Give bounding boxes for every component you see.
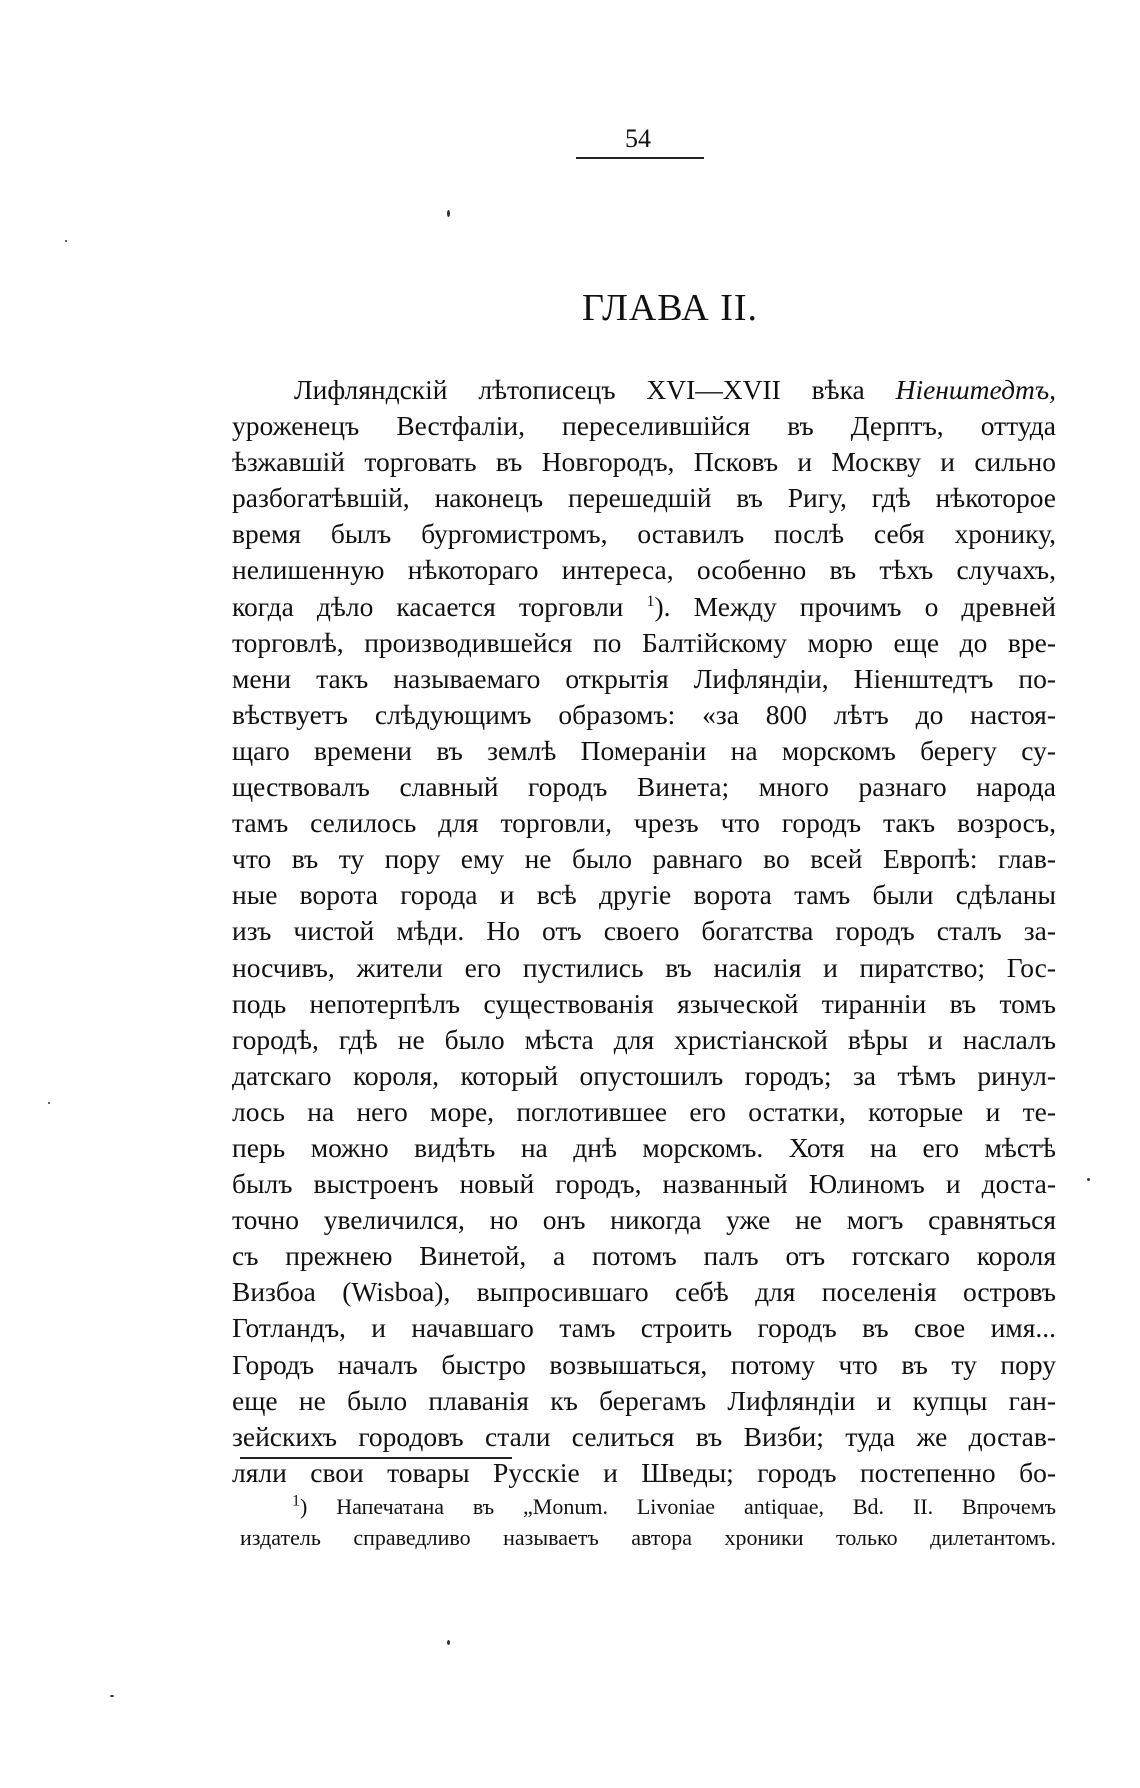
text-line: когда дѣло касается торговли $^1$). Между прочимъ о древней [232, 590, 1056, 622]
footnote-rule [240, 1457, 512, 1459]
text-line: носчивъ, жители его пустились въ насилія и пиратство; Гос- [232, 951, 1056, 983]
text-line: зейскихъ городовъ стали селиться въ Визби; туда же достав- [232, 1420, 1056, 1452]
text-line: ществовалъ славный городъ Винета; много разнаго народа [232, 771, 1056, 803]
text-line: ѣзжавшій торговать въ Новгородъ, Псковъ и Москву и сильно [232, 446, 1056, 478]
footnote-line: издатель справедливо называетъ автора хроники только дилетантомъ. [240, 1525, 1056, 1550]
text-line: разбогатѣвшій, наконецъ перешедшій въ Ригу, гдѣ нѣкоторое [232, 482, 1056, 514]
scan-speck [48, 1102, 50, 1104]
text-line: былъ выстроенъ новый городъ, названный Юлиномъ и доста- [232, 1168, 1056, 1200]
text-line: перь можно видѣть на днѣ морскомъ. Хотя на его мѣстѣ [232, 1131, 1056, 1163]
text-line: подь непотерпѣлъ существованія языческой тиранніи въ томъ [232, 987, 1056, 1019]
text-line: вѣствуетъ слѣдующимъ образомъ: «за 800 лѣтъ до настоя- [232, 698, 1056, 730]
text-line: тамъ селилось для торговли, чрезъ что городъ такъ возросъ, [232, 807, 1056, 839]
text-line: изъ чистой мѣди. Но отъ своего богатства городъ сталъ за- [232, 915, 1056, 947]
text-line: съ прежнею Винетой, а потомъ палъ отъ готскаго короля [232, 1240, 1056, 1272]
text-line: датскаго короля, который опустошилъ городъ; за тѣмъ ринул- [232, 1059, 1056, 1091]
text-line: городѣ, гдѣ не было мѣста для христіанской вѣры и наслалъ [232, 1023, 1056, 1055]
page-number-rule [576, 157, 704, 159]
text-line: точно увеличился, но онъ никогда уже не могъ сравняться [232, 1204, 1056, 1236]
chapter-title: ГЛАВА II. [581, 287, 759, 329]
page-number: 54 [625, 124, 651, 153]
scan-speck [110, 1695, 114, 1697]
scan-speck [447, 210, 450, 217]
text-line: еще не было плаванія къ берегамъ Лифляндіи и купцы ган- [232, 1384, 1056, 1416]
scan-speck [447, 1640, 450, 1645]
text-line: мени такъ называемаго открытія Лифляндіи, Ніенштедтъ по- [232, 662, 1056, 694]
footnote-marker: 1 [292, 1492, 300, 1510]
text-line: уроженецъ Вестфаліи, переселившійся въ Дерптъ, оттуда [232, 410, 1056, 442]
footnote-reference[interactable]: 1 [646, 592, 655, 610]
footnotes [240, 1491, 1056, 1553]
text-line: Городъ началъ быстро возвышаться, потому что въ ту пору [232, 1348, 1056, 1380]
text-line: что въ ту пору ему не было равнаго во всей Европѣ: глав- [232, 843, 1056, 875]
text-line: ляли свои товары Русскіе и Шведы; городъ постепенно бо- [232, 1456, 1056, 1488]
text-line: нелишенную нѣкотораго интереса, особенно въ тѣхъ случахъ, [232, 554, 1056, 586]
footnote-line: $^1$) Напечатана въ „Monum. Livoniae antiquae, Bd. II. Впрочемъ [292, 1492, 1056, 1519]
text-line: Визбоа (Wisboa), выпросившаго себѣ для поселенія островъ [232, 1276, 1056, 1308]
text-line: торговлѣ, производившейся по Балтійскому морю еще до вре- [232, 626, 1056, 658]
scan-speck [65, 240, 67, 242]
text-line: лось на него море, поглотившее его остатки, которые и те- [232, 1095, 1056, 1127]
text-line: щаго времени въ землѣ Помераніи на морскомъ берегу су- [232, 734, 1056, 766]
text-line: Готландъ, и начавшаго тамъ строить городъ въ свое имя... [232, 1312, 1056, 1344]
text-line: время былъ бургомистромъ, оставилъ послѣ себя хронику, [232, 518, 1056, 550]
text-line: Лифляндскій лѣтописецъ XVI—XVII вѣка Ніенштедтъ, [294, 374, 1056, 405]
text-line: ные ворота города и всѣ другіе ворота тамъ были сдѣланы [232, 879, 1056, 911]
body-text [232, 372, 1056, 1491]
scan-speck [1087, 1178, 1090, 1181]
